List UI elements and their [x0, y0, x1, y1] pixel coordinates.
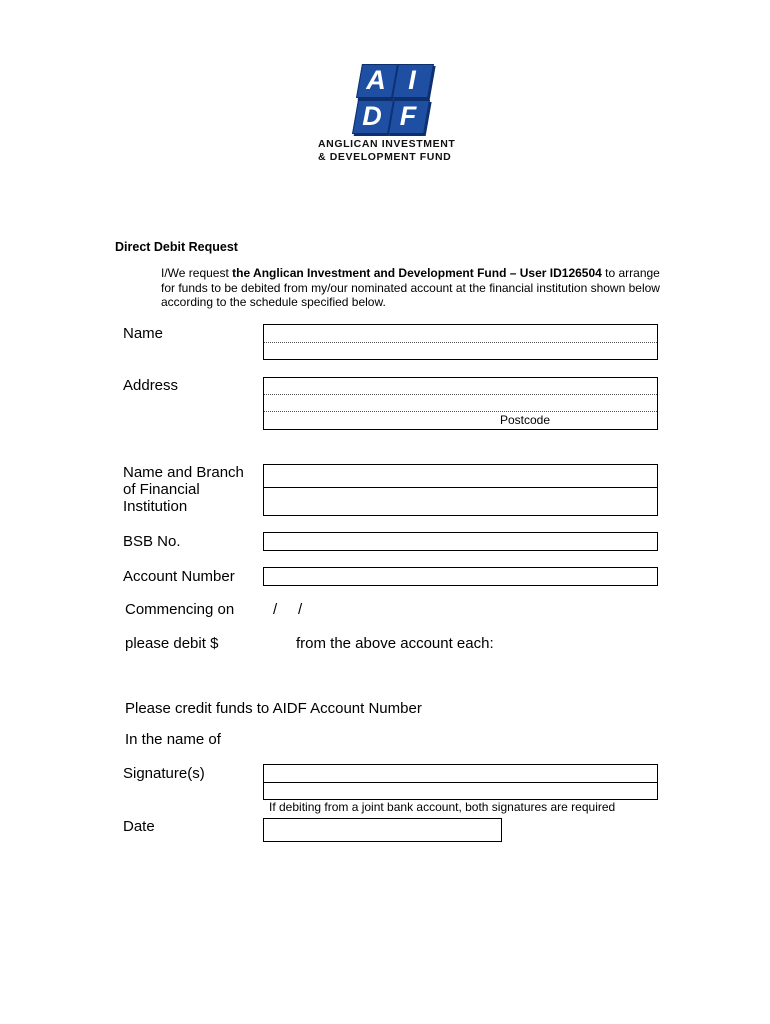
- logo-text-line1: ANGLICAN INVESTMENT: [318, 138, 456, 150]
- signatures-label: Signature(s): [123, 765, 205, 782]
- name-label: Name: [123, 325, 164, 342]
- logo-text-line2: & DEVELOPMENT FUND: [318, 151, 452, 163]
- intro-bold: the Anglican Investment and Development Fund – User ID126504: [232, 266, 602, 280]
- form-intro: [161, 266, 671, 310]
- debit-label: please debit $: [125, 635, 219, 652]
- institution-label-line2: of Financial: [123, 481, 200, 498]
- bsb-field[interactable]: [263, 532, 658, 551]
- institution-label-line3: Institution: [123, 498, 188, 515]
- logo-letter-d: D: [362, 101, 382, 131]
- form-title: Direct Debit Request: [115, 240, 238, 254]
- logo-letter-a: A: [366, 65, 386, 95]
- name-field-divider: [264, 342, 657, 343]
- signatures-field[interactable]: [263, 764, 658, 800]
- address-divider-2: [264, 411, 657, 412]
- address-divider-1: [264, 394, 657, 395]
- aidf-logo: [355, 62, 431, 134]
- logo-letter-f: F: [399, 101, 417, 131]
- logo-letter-i: I: [408, 65, 416, 95]
- bsb-label: BSB No.: [123, 533, 181, 550]
- institution-label-line1: Name and Branch: [123, 464, 244, 481]
- address-field[interactable]: [263, 377, 658, 430]
- date-label: Date: [123, 818, 155, 835]
- joint-account-note: If debiting from a joint bank account, both signatures are required: [269, 800, 616, 814]
- debit-each-label: from the above account each:: [296, 635, 494, 652]
- name-field[interactable]: [263, 324, 658, 360]
- date-slash-1: /: [273, 601, 278, 618]
- address-label: Address: [123, 377, 179, 394]
- credit-label: Please credit funds to AIDF Account Number: [125, 700, 422, 717]
- account-number-field[interactable]: [263, 567, 658, 586]
- intro-prefix: I/We request: [161, 266, 233, 280]
- date-slash-2: /: [298, 601, 303, 618]
- institution-divider: [264, 487, 657, 488]
- account-number-label: Account Number: [123, 568, 235, 585]
- in-name-of-label: In the name of: [125, 731, 221, 748]
- signatures-divider: [264, 782, 657, 783]
- institution-field[interactable]: [263, 464, 658, 516]
- commencing-label: Commencing on: [125, 601, 235, 618]
- intro-suffix: to arrange for funds to be debited from my/our nominated account at the financial institution shown below according to the schedule specified below.: [161, 266, 660, 309]
- postcode-label: Postcode: [500, 413, 551, 427]
- date-field[interactable]: [263, 818, 502, 842]
